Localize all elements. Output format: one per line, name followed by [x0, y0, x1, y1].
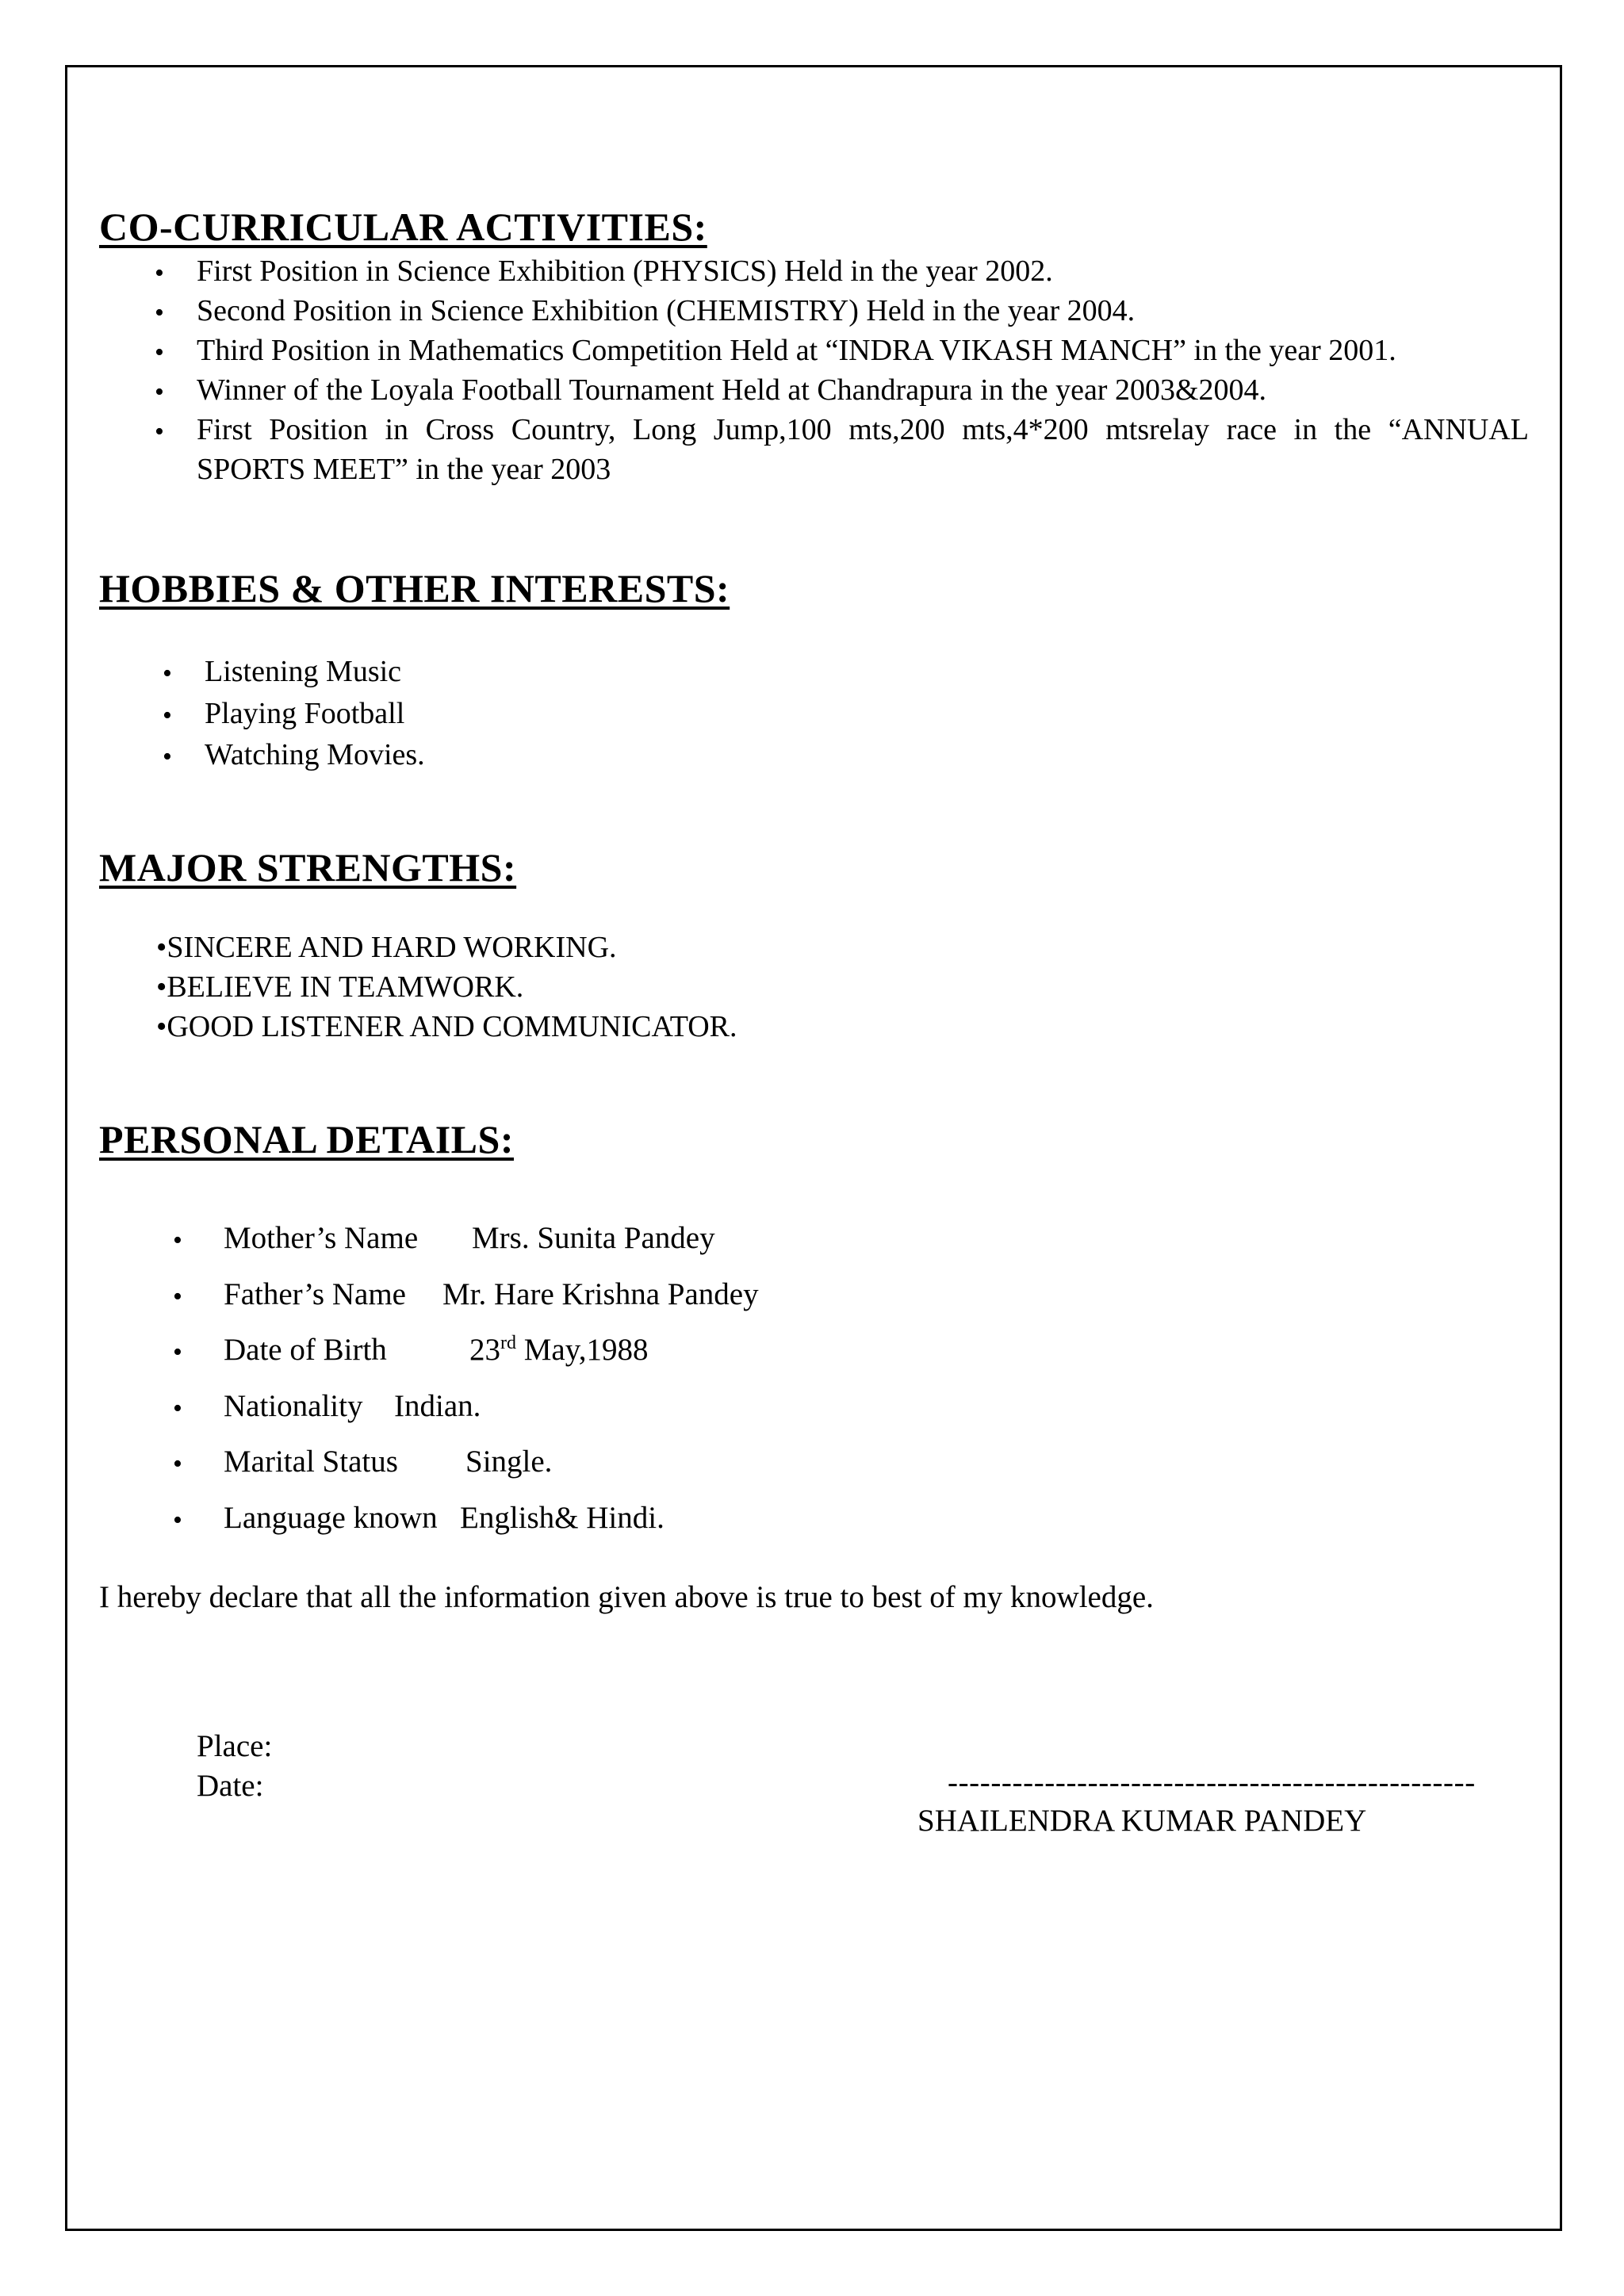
- strength-text: BELIEVE IN TEAMWORK.: [167, 970, 524, 1004]
- marital-status-label: Marital Status: [224, 1445, 398, 1479]
- father-name-label: Father’s Name: [224, 1277, 406, 1311]
- bullet-icon: •: [173, 1337, 182, 1367]
- bullet-icon: •: [155, 258, 164, 288]
- bullet-icon: •: [155, 417, 164, 446]
- signature-line: -------------------------------------------------: [948, 1766, 1476, 1800]
- bullet-icon: •: [163, 659, 172, 688]
- language-label: Language known: [224, 1501, 438, 1535]
- signatory-name: SHAILENDRA KUMAR PANDEY: [917, 1804, 1367, 1838]
- section-heading-hobbies: HOBBIES & OTHER INTERESTS:: [99, 566, 730, 610]
- place-label: Place:: [197, 1729, 273, 1763]
- father-name-value: Mr. Hare Krishna Pandey: [442, 1277, 759, 1311]
- bullet-icon: •: [163, 742, 172, 771]
- strength-item-2: [156, 970, 523, 1004]
- strength-item-1: [156, 930, 617, 965]
- bullet-icon: •: [173, 1449, 182, 1479]
- bullet-icon: •: [173, 1282, 182, 1311]
- bullet-icon: •: [156, 931, 167, 964]
- bullet-icon: •: [173, 1506, 182, 1535]
- hobby-item-3: Watching Movies.: [205, 738, 425, 771]
- dob-value: 23rd May,1988: [469, 1333, 649, 1367]
- cocurricular-item-5-continued: SPORTS MEET” in the year 2003: [197, 453, 611, 486]
- declaration-text: I hereby declare that all the information given above is true to best of my knowledge.: [99, 1580, 1154, 1614]
- bullet-icon: •: [156, 1010, 167, 1043]
- bullet-icon: •: [156, 970, 167, 1004]
- bullet-icon: •: [173, 1394, 182, 1423]
- bullet-icon: •: [173, 1226, 182, 1255]
- marital-status-value: Single.: [465, 1445, 553, 1479]
- bullet-icon: •: [155, 338, 164, 367]
- cocurricular-item-2: Second Position in Science Exhibition (CHEMISTRY) Held in the year 2004.: [197, 294, 1136, 327]
- cocurricular-item-5: First Position in Cross Country, Long Jump,100 mts,200 mts,4*200 mtsrelay race in the “ANNUAL: [197, 413, 1529, 446]
- hobby-item-1: Listening Music: [205, 655, 402, 688]
- cocurricular-item-4: Winner of the Loyala Football Tournament Held at Chandrapura in the year 2003&2004.: [197, 373, 1267, 407]
- language-value: English& Hindi.: [460, 1501, 665, 1535]
- cocurricular-item-3: Third Position in Mathematics Competition Held at “INDRA VIKASH MANCH” in the year 2001.: [197, 334, 1396, 367]
- mother-name-value: Mrs. Sunita Pandey: [472, 1221, 715, 1255]
- nationality-value: Indian.: [394, 1389, 481, 1423]
- bullet-icon: •: [163, 701, 172, 730]
- dob-label: Date of Birth: [224, 1333, 387, 1367]
- bullet-icon: •: [155, 298, 164, 327]
- date-label: Date:: [197, 1769, 264, 1803]
- section-heading-personal: PERSONAL DETAILS:: [99, 1117, 514, 1161]
- cocurricular-item-1: First Position in Science Exhibition (PHYSICS) Held in the year 2002.: [197, 254, 1053, 288]
- strength-text: GOOD LISTENER AND COMMUNICATOR.: [167, 1010, 737, 1043]
- strength-text: SINCERE AND HARD WORKING.: [167, 931, 617, 964]
- bullet-icon: •: [155, 377, 164, 407]
- strength-item-3: [156, 1009, 737, 1044]
- mother-name-label: Mother’s Name: [224, 1221, 419, 1255]
- section-heading-cocurricular: CO-CURRICULAR ACTIVITIES:: [99, 205, 707, 249]
- nationality-label: Nationality: [224, 1389, 363, 1423]
- hobby-item-2: Playing Football: [205, 697, 405, 730]
- section-heading-strengths: MAJOR STRENGTHS:: [99, 845, 517, 890]
